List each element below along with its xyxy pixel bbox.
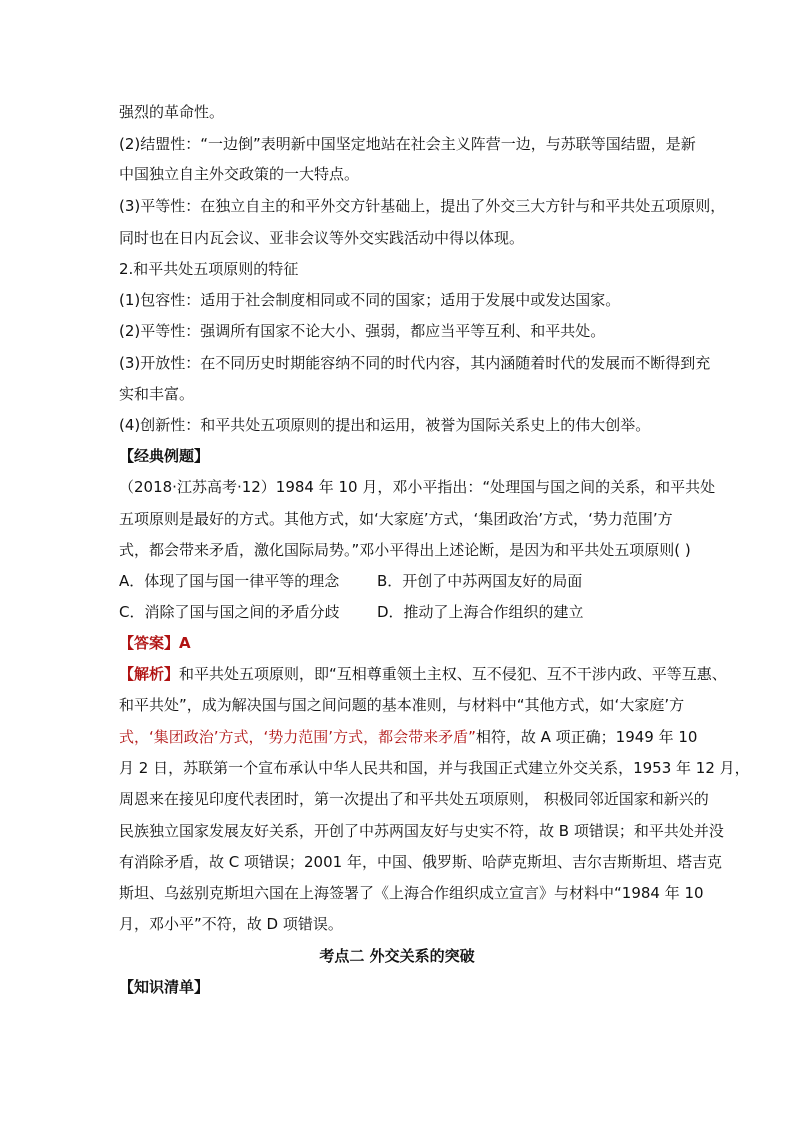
option-c: C．消除了国与国之间的矛盾分歧 — [119, 603, 340, 621]
paragraph-line: 中国独立自主外交政策的一大特点。 — [119, 165, 360, 183]
analysis-line: 和平共处”，成为解决国与国之间问题的基本准则，与材料中“其他方式，如‘大家庭’方 — [119, 696, 685, 714]
paragraph-line: (1)包容性：适用于社会制度相同或不同的国家；适用于发展中或发达国家。 — [119, 291, 621, 309]
analysis-text: 和平共处五项原则，即“互相尊重领土主权、互不侵犯、互不干涉内政、平等互惠、 — [179, 665, 727, 683]
option-a: A．体现了国与国一律平等的理念 — [119, 572, 340, 590]
analysis-line: 民族独立国家发展友好关系，开创了中苏两国友好与史实不符，故 B 项错误；和平共处并没 — [119, 822, 724, 840]
analysis-line: 月，邓小平”不符，故 D 项错误。 — [119, 915, 343, 933]
analysis-quote: 式，‘集团政治’方式，‘势力范围’方式，都会带来矛盾” — [119, 728, 476, 746]
answer-label: 【答案】 — [119, 634, 180, 652]
option-b: B．开创了中苏两国友好的局面 — [377, 572, 583, 590]
analysis-line: 周恩来在接见印度代表团时，第一次提出了和平共处五项原则， 积极同邻近国家和新兴的 — [119, 790, 709, 808]
analysis-line: 月 2 日，苏联第一个宣布承认中华人民共和国，并与我国正式建立外交关系，1953 年 12 月， — [119, 759, 750, 777]
subheading: 2.和平共处五项原则的特征 — [119, 260, 299, 278]
knowledge-heading: 【知识清单】 — [119, 978, 210, 996]
analysis-text: 相符，故 A 项正确；1949 年 10 — [475, 728, 698, 746]
paragraph-line: (2)结盟性：“一边倒”表明新中国坚定地站在社会主义阵营一边，与苏联等国结盟，是新 — [119, 135, 696, 153]
paragraph-line: (3)平等性：在独立自主的和平外交方针基础上，提出了外交三大方针与和平共处五项原则， — [119, 197, 726, 215]
question-line: 五项原则是最好的方式。其他方式，如‘大家庭’方式，‘集团政治’方式，‘势力范围’方 — [119, 510, 673, 528]
analysis-line — [119, 664, 727, 684]
question-line: 式，都会带来矛盾，激化国际局势。”邓小平得出上述论断，是因为和平共处五项原则( ) — [119, 541, 691, 559]
answer-line — [119, 633, 679, 653]
paragraph-line: 实和丰富。 — [119, 385, 195, 403]
question-line: （2018·江苏高考·12）1984 年 10 月，邓小平指出：“处理国与国之间的关系，和平共处 — [119, 478, 716, 496]
paragraph-line: 强烈的革命性。 — [119, 103, 225, 121]
paragraph-line: (3)开放性：在不同历史时期能容纳不同的时代内容，其内涵随着时代的发展而不断得到充 — [119, 354, 711, 372]
option-d: D．推动了上海合作组织的建立 — [377, 603, 584, 621]
paragraph-line: (4)创新性：和平共处五项原则的提出和运用，被誉为国际关系史上的伟大创举。 — [119, 416, 651, 434]
analysis-line: 斯坦、乌兹别克斯坦六国在上海签署了《上海合作组织成立宣言》与材料中“1984 年 10 — [119, 884, 704, 902]
analysis-label: 【解析】 — [119, 665, 180, 683]
example-heading: 【经典例题】 — [119, 447, 210, 465]
analysis-line — [119, 727, 698, 747]
paragraph-line: (2)平等性：强调所有国家不论大小、强弱，都应当平等互利、和平共处。 — [119, 322, 606, 340]
analysis-line: 有消除矛盾，故 C 项错误；2001 年，中国、俄罗斯、哈萨克斯坦、吉尔吉斯斯坦、塔吉克 — [119, 853, 722, 871]
answer-value: A — [179, 634, 191, 652]
paragraph-line: 同时也在日内瓦会议、亚非会议等外交实践活动中得以体现。 — [119, 229, 525, 247]
section-title: 考点二 外交关系的突破 — [319, 947, 475, 965]
